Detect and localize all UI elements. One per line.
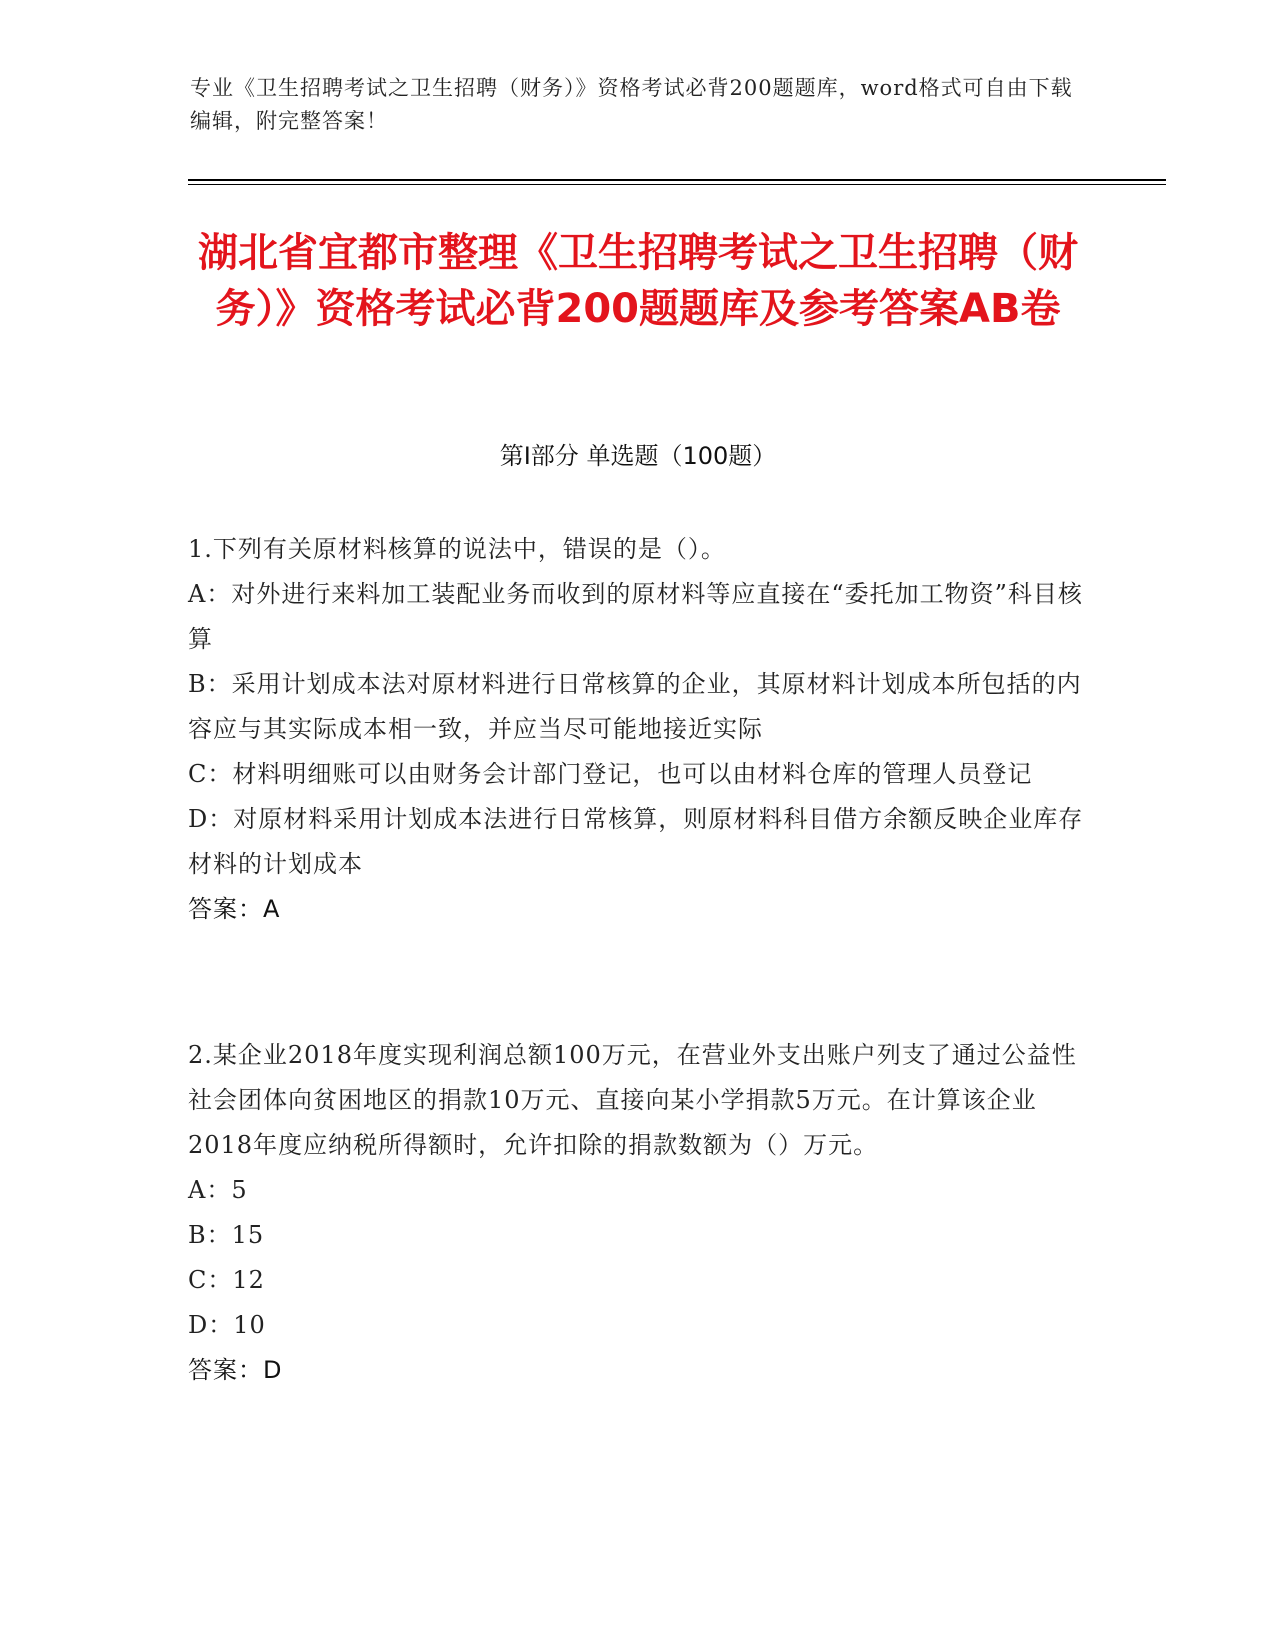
option-b: B：15 — [188, 1221, 265, 1249]
option-c: C：12 — [188, 1266, 265, 1294]
option-b: B：采用计划成本法对原材料进行日常核算的企业，其原材料计划成本所包括的内容应与其实际成本相一致，并应当尽可能地接近实际 — [188, 670, 1082, 743]
answer: 答案：A — [188, 895, 281, 923]
question-stem: 2.某企业2018年度实现利润总额100万元，在营业外支出账户列支了通过公益性社会团体向贫困地区的捐款10万元、直接向某小学捐款5万元。在计算该企业2018年度应纳税所得额时，允许扣除的捐款数额为（）万元。 — [188, 1041, 1077, 1159]
option-d: D：对原材料采用计划成本法进行日常核算，则原材料科目借方余额反映企业库存材料的计划成本 — [188, 805, 1084, 878]
question-1 — [188, 527, 1088, 932]
header-divider-thin — [188, 184, 1166, 185]
question-stem: 1.下列有关原材料核算的说法中，错误的是（）。 — [188, 535, 726, 563]
option-a: A：5 — [188, 1176, 248, 1204]
option-a: A：对外进行来料加工装配业务而收到的原材料等应直接在“委托加工物资”科目核算 — [188, 580, 1083, 653]
answer: 答案：D — [188, 1356, 283, 1384]
document-title: 湖北省宜都市整理《卫生招聘考试之卫生招聘（财务）》资格考试必背200题题库及参考答案AB卷 — [198, 230, 1078, 332]
header-note: 专业《卫生招聘考试之卫生招聘（财务）》资格考试必背200题题库，word格式可自由下载编辑，附完整答案！ — [190, 76, 1073, 133]
section-heading: 第I部分 单选题（100题） — [499, 442, 777, 470]
option-d: D：10 — [188, 1311, 266, 1339]
header-divider — [188, 179, 1166, 181]
question-2 — [188, 1033, 1088, 1393]
option-c: C：材料明细账可以由财务会计部门登记，也可以由材料仓库的管理人员登记 — [188, 760, 1033, 788]
